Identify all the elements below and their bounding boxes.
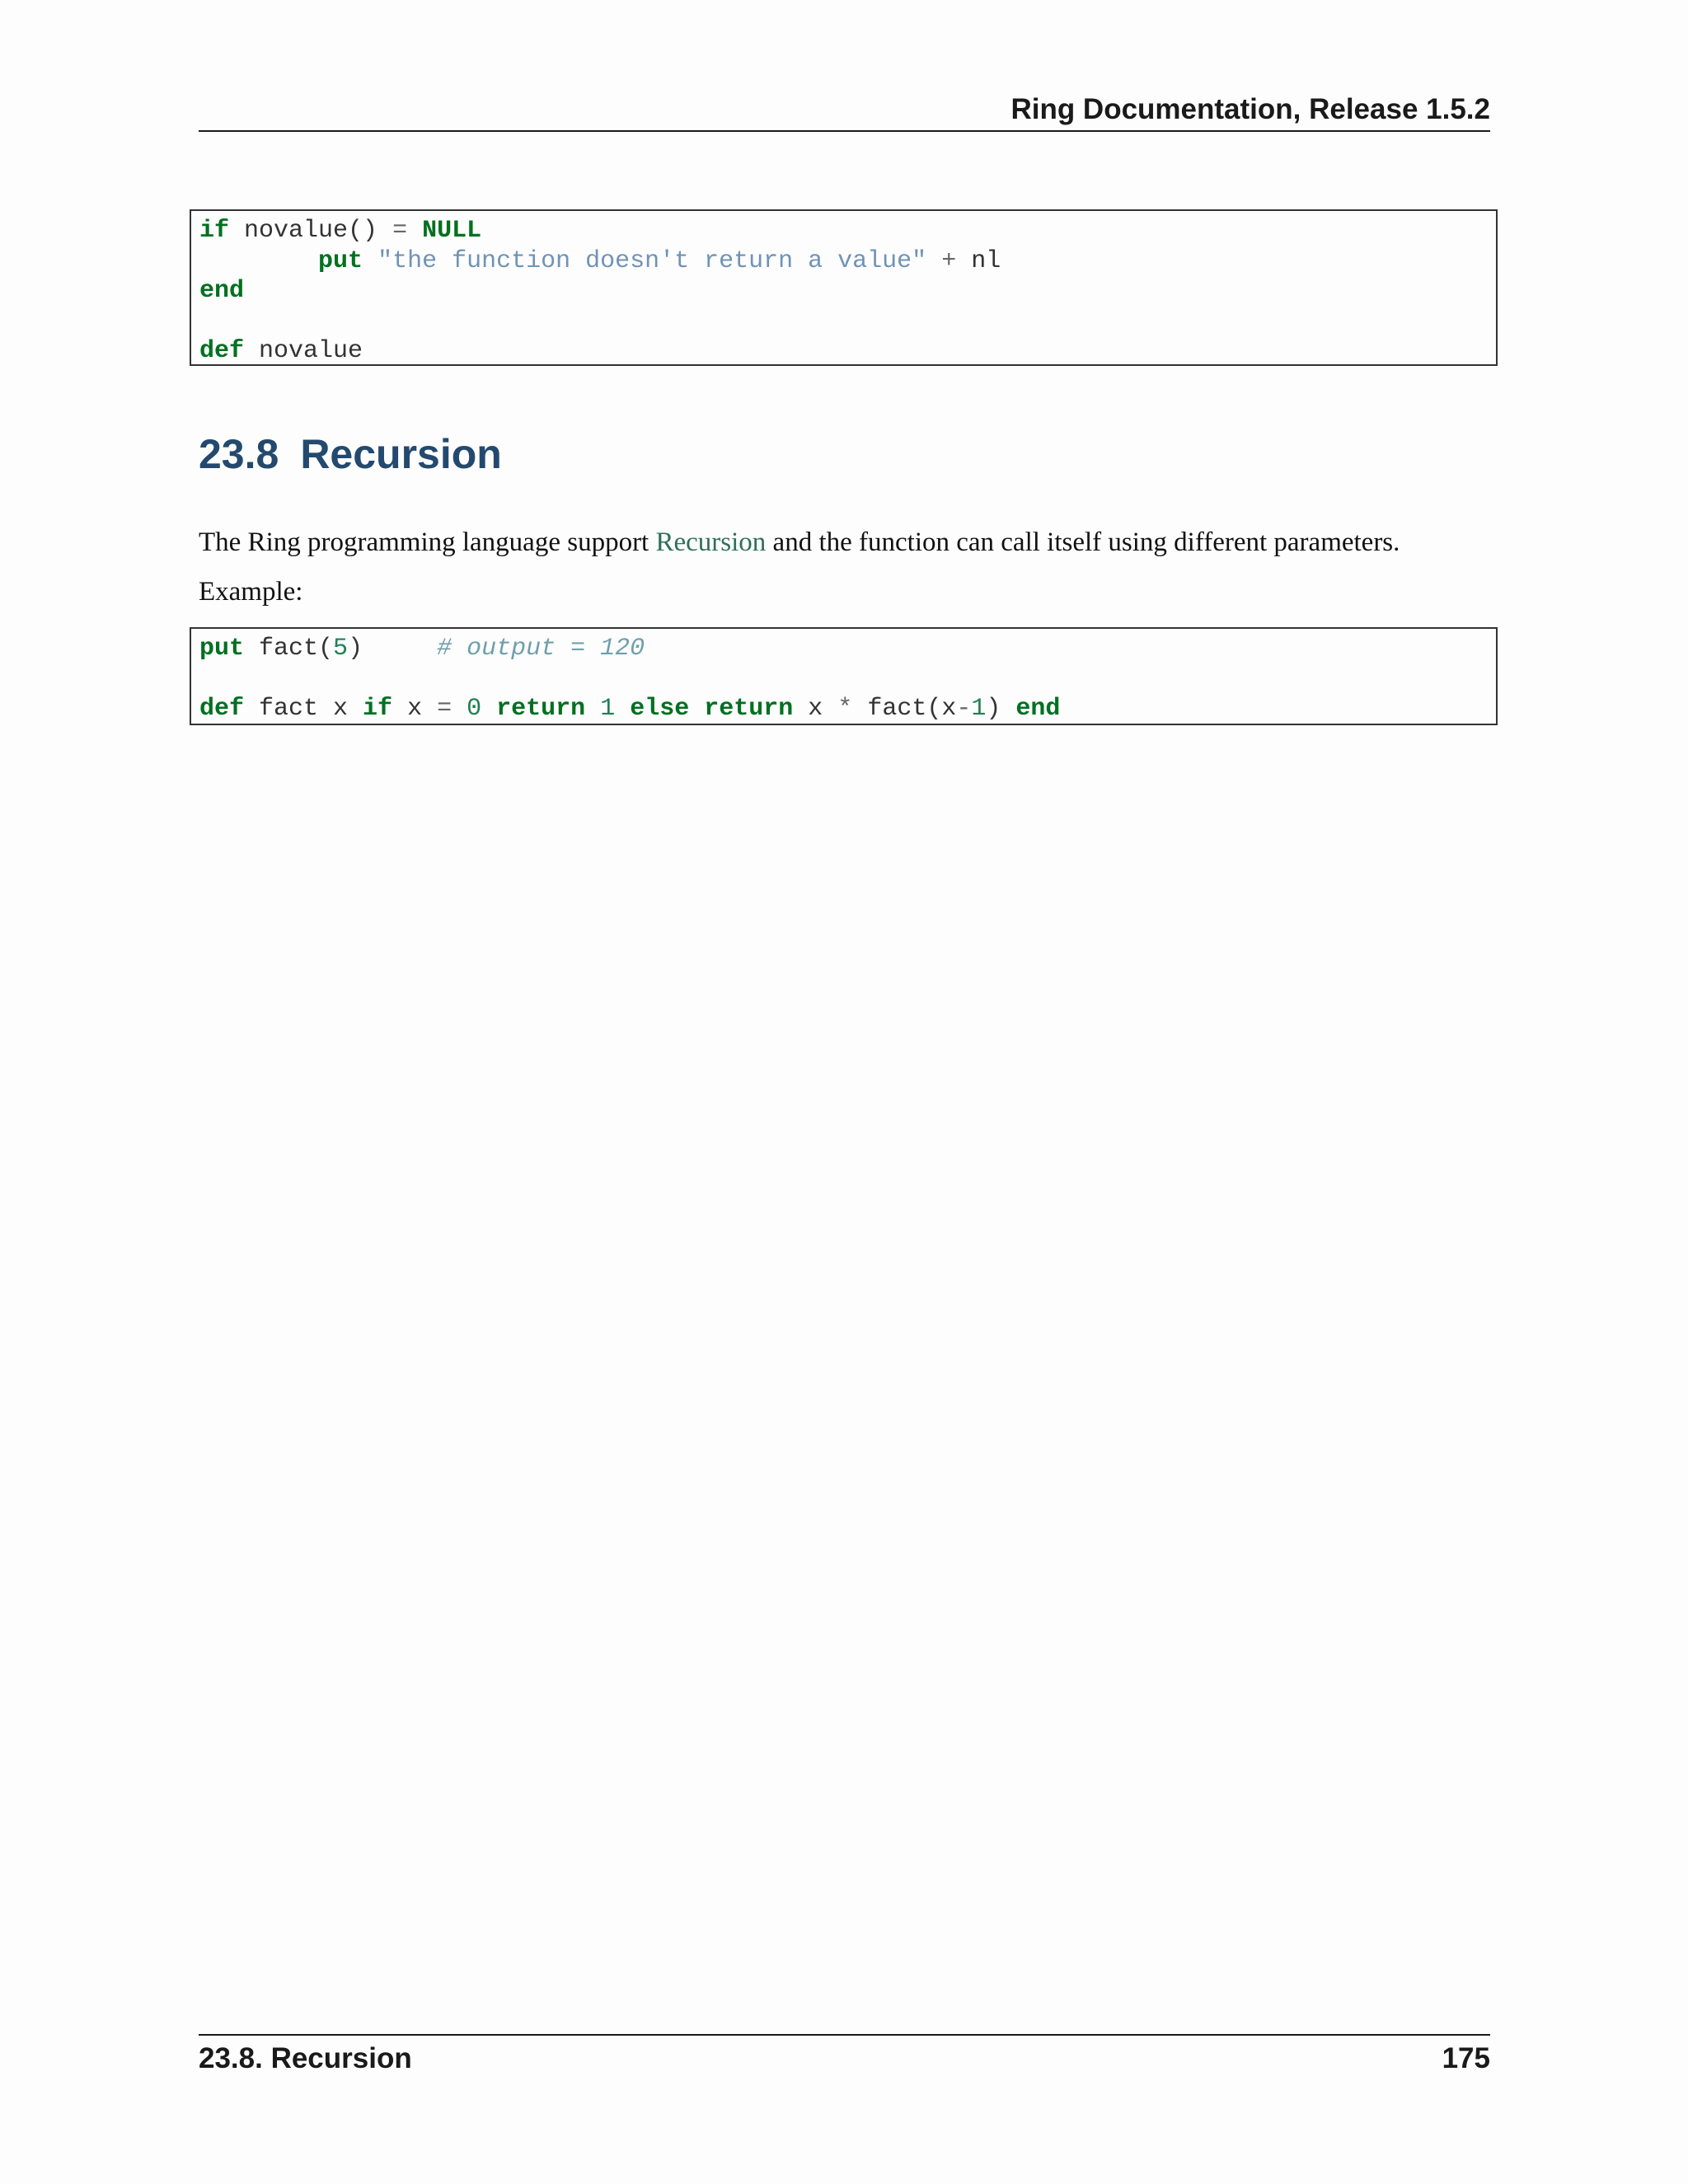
operator-equals: = [392, 217, 408, 245]
code-text [363, 247, 377, 275]
operator-multiply: * [837, 695, 853, 723]
keyword-put: put [199, 635, 245, 663]
code-text [481, 695, 496, 723]
paragraph-example-label: Example: [199, 577, 303, 607]
code-comment: # output = 120 [437, 635, 645, 663]
running-header-title: Ring Documentation, Release 1.5.2 [1010, 93, 1490, 125]
code-text: ) [986, 695, 1016, 723]
string-literal: "the function doesn't return a value" [377, 246, 927, 275]
code-text: novalue() [229, 217, 393, 245]
code-line-blank [199, 664, 1488, 695]
code-text [407, 217, 422, 245]
page-number: 175 [1442, 2042, 1490, 2074]
code-text: x [793, 695, 838, 723]
code-text: fact x [244, 695, 363, 723]
keyword-else: else [630, 695, 690, 723]
code-text: x [392, 695, 438, 723]
code-line [199, 336, 1488, 367]
code-line [199, 276, 1488, 307]
keyword-if: if [199, 217, 230, 245]
code-text: fact( [244, 635, 334, 663]
keyword-if: if [363, 695, 393, 723]
footer-section-label: 23.8. Recursion [199, 2042, 412, 2074]
keyword-def: def [199, 337, 245, 365]
code-text [452, 695, 467, 723]
code-line [199, 216, 1488, 246]
number-literal: 5 [333, 635, 349, 663]
paragraph-intro [199, 527, 1400, 558]
code-text [615, 695, 630, 723]
footer-rule [199, 2034, 1490, 2036]
operator-minus: - [956, 695, 972, 723]
recursion-link[interactable]: Recursion [655, 527, 767, 557]
keyword-return: return [704, 695, 794, 723]
code-text: fact(x [852, 695, 957, 723]
keyword-def: def [199, 695, 245, 723]
code-text [926, 247, 941, 275]
code-line-blank [199, 307, 1488, 337]
number-literal: 1 [971, 695, 987, 723]
keyword-end: end [199, 277, 245, 305]
code-text [689, 695, 704, 723]
code-block-novalue [190, 209, 1498, 366]
operator-plus: + [941, 246, 957, 275]
code-text: novalue [244, 337, 363, 365]
header-rule [199, 130, 1490, 132]
keyword-return: return [496, 695, 586, 723]
keyword-end: end [1015, 695, 1061, 723]
section-number: 23.8 [199, 431, 279, 477]
number-literal: 0 [467, 695, 482, 723]
paragraph-text: The Ring programming language support [199, 527, 656, 557]
code-line [199, 634, 1488, 664]
section-title: Recursion [300, 431, 502, 477]
paragraph-text: and the function can call itself using different parameters. [766, 527, 1400, 557]
code-text [585, 695, 600, 723]
keyword-null: NULL [422, 217, 482, 245]
section-heading [199, 430, 502, 478]
keyword-put: put [318, 246, 363, 275]
code-block-recursion [190, 627, 1498, 725]
code-line [199, 246, 1488, 277]
code-text: nl [956, 246, 1001, 275]
code-indent [199, 247, 318, 275]
code-text: ) [348, 635, 438, 663]
code-line [199, 694, 1488, 724]
number-literal: 1 [600, 695, 616, 723]
operator-equals: = [437, 695, 452, 723]
